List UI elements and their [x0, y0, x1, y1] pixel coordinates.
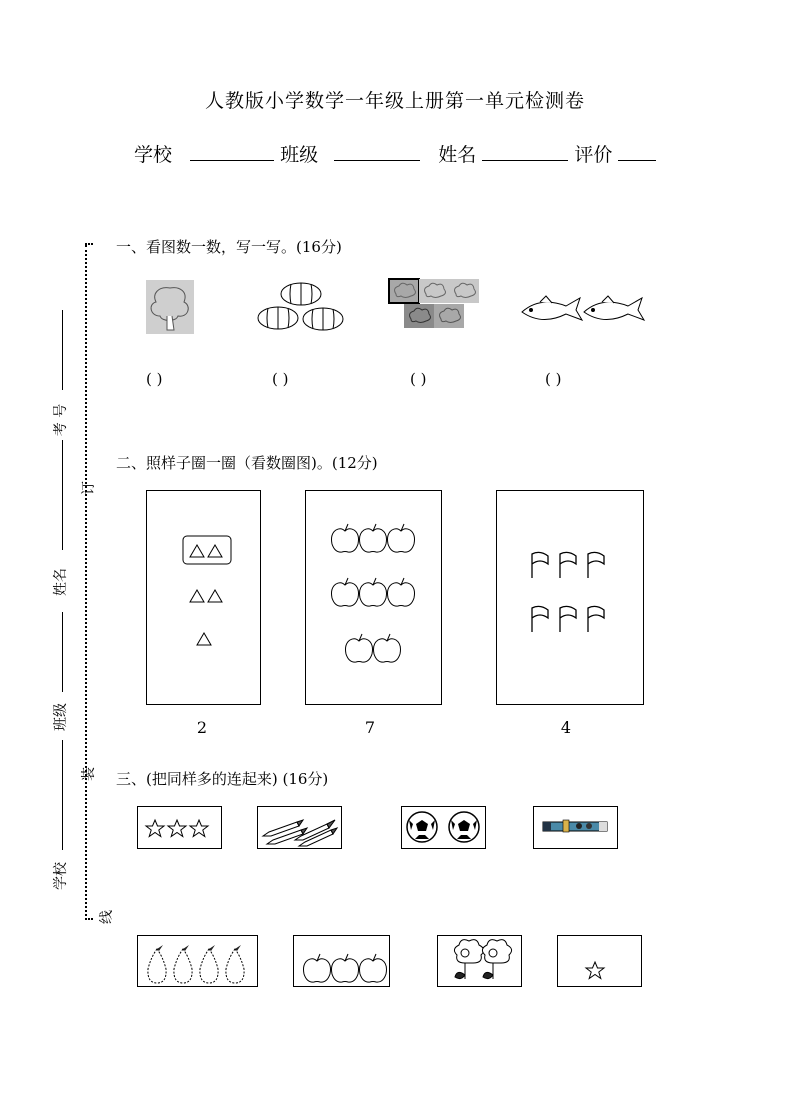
triangle-icon	[190, 545, 204, 557]
star-icon	[146, 820, 164, 837]
flowers-group	[437, 935, 522, 987]
triangle-icon	[208, 545, 222, 557]
balls-group	[401, 806, 486, 849]
apple-icon	[388, 524, 415, 552]
school-label: 学校	[134, 144, 173, 166]
answer-blank-2[interactable]: ( )	[272, 370, 289, 388]
pear-icon	[174, 949, 192, 983]
binding-dotted-line	[85, 245, 87, 920]
apple-icon	[332, 954, 359, 982]
flower-icon	[482, 940, 511, 979]
triangle-group	[146, 490, 261, 705]
pumpkin-icon	[258, 307, 298, 329]
margin-bottom-dots	[85, 918, 93, 920]
count-label-2: 7	[364, 718, 376, 737]
answer-blank-4[interactable]: ( )	[545, 370, 562, 388]
flag-icon	[532, 552, 548, 578]
grade-blank[interactable]	[618, 142, 656, 161]
apples-card-group	[293, 935, 390, 987]
soccer-ball-icon	[449, 812, 479, 842]
apple-icon	[374, 634, 401, 662]
apple-icon	[332, 524, 359, 552]
margin-class-label: 班级	[53, 703, 69, 731]
school-blank[interactable]	[190, 142, 274, 161]
triangle-icon	[208, 590, 222, 602]
fish-icon	[522, 296, 582, 320]
section3-heading: 三、(把同样多的连起来) (16分)	[116, 770, 329, 788]
flag-icon	[560, 606, 576, 632]
pencils-group	[257, 806, 342, 849]
pumpkin-group-icon	[256, 280, 346, 332]
pen-icon	[543, 820, 607, 832]
class-label: 班级	[280, 144, 319, 166]
flag-icon	[588, 606, 604, 632]
tree-icon	[146, 280, 194, 334]
pear-icon	[148, 949, 166, 983]
pen-group	[533, 806, 618, 849]
margin-school-label: 学校	[53, 862, 69, 890]
name-blank[interactable]	[482, 142, 568, 161]
margin-name-line	[62, 440, 63, 550]
answer-blank-3[interactable]: ( )	[410, 370, 427, 388]
margin-exam-label: 考 号	[53, 403, 69, 437]
cloud-group-icon	[388, 278, 480, 330]
count-label-1: 2	[196, 718, 208, 737]
zhuang-label: 装	[81, 767, 97, 781]
apple-icon	[388, 578, 415, 606]
apple-icon	[304, 954, 331, 982]
section1-heading: 一、看图数一数，写一写。(16分)	[116, 238, 342, 256]
fish-group-icon	[520, 292, 646, 326]
pear-icon	[226, 949, 244, 983]
count-label-3: 4	[560, 718, 572, 737]
grade-label: 评价	[574, 144, 613, 166]
margin-class-line	[62, 612, 63, 692]
apple-icon	[360, 524, 387, 552]
flower-icon	[454, 940, 483, 979]
margin-name-label: 姓名	[53, 568, 69, 596]
name-label: 姓名	[438, 144, 477, 166]
apple-icon	[360, 954, 387, 982]
flag-icon	[532, 606, 548, 632]
apple-icon	[360, 578, 387, 606]
pears-group	[137, 935, 258, 987]
triangle-icon	[197, 633, 211, 645]
page-title: 人教版小学数学一年级上册第一单元检测卷	[204, 90, 585, 112]
pumpkin-icon	[281, 283, 321, 305]
margin-top-dots	[85, 243, 93, 245]
pear-icon	[200, 949, 218, 983]
student-info-line	[134, 140, 656, 167]
single-star-group	[557, 935, 642, 987]
flag-group	[496, 490, 644, 705]
pumpkin-icon	[303, 308, 343, 330]
section2-heading: 二、照样子圈一圈（看数圈图)。(12分)	[116, 454, 378, 472]
example-circle	[183, 536, 231, 564]
soccer-ball-icon	[407, 812, 437, 842]
margin-school-line	[62, 740, 63, 850]
ding-label: 订	[81, 481, 97, 495]
star-icon	[190, 820, 208, 837]
class-blank[interactable]	[334, 142, 420, 161]
margin-exam-line	[62, 310, 63, 390]
flag-icon	[588, 552, 604, 578]
apple-group	[305, 490, 442, 705]
star-icon	[586, 962, 604, 979]
stars-group	[137, 806, 222, 849]
fish-icon	[584, 296, 644, 320]
apple-icon	[332, 578, 359, 606]
triangle-icon	[190, 590, 204, 602]
answer-blank-1[interactable]: ( )	[146, 370, 163, 388]
xian-label: 线	[99, 910, 115, 924]
apple-icon	[346, 634, 373, 662]
flag-icon	[560, 552, 576, 578]
star-icon	[168, 820, 186, 837]
